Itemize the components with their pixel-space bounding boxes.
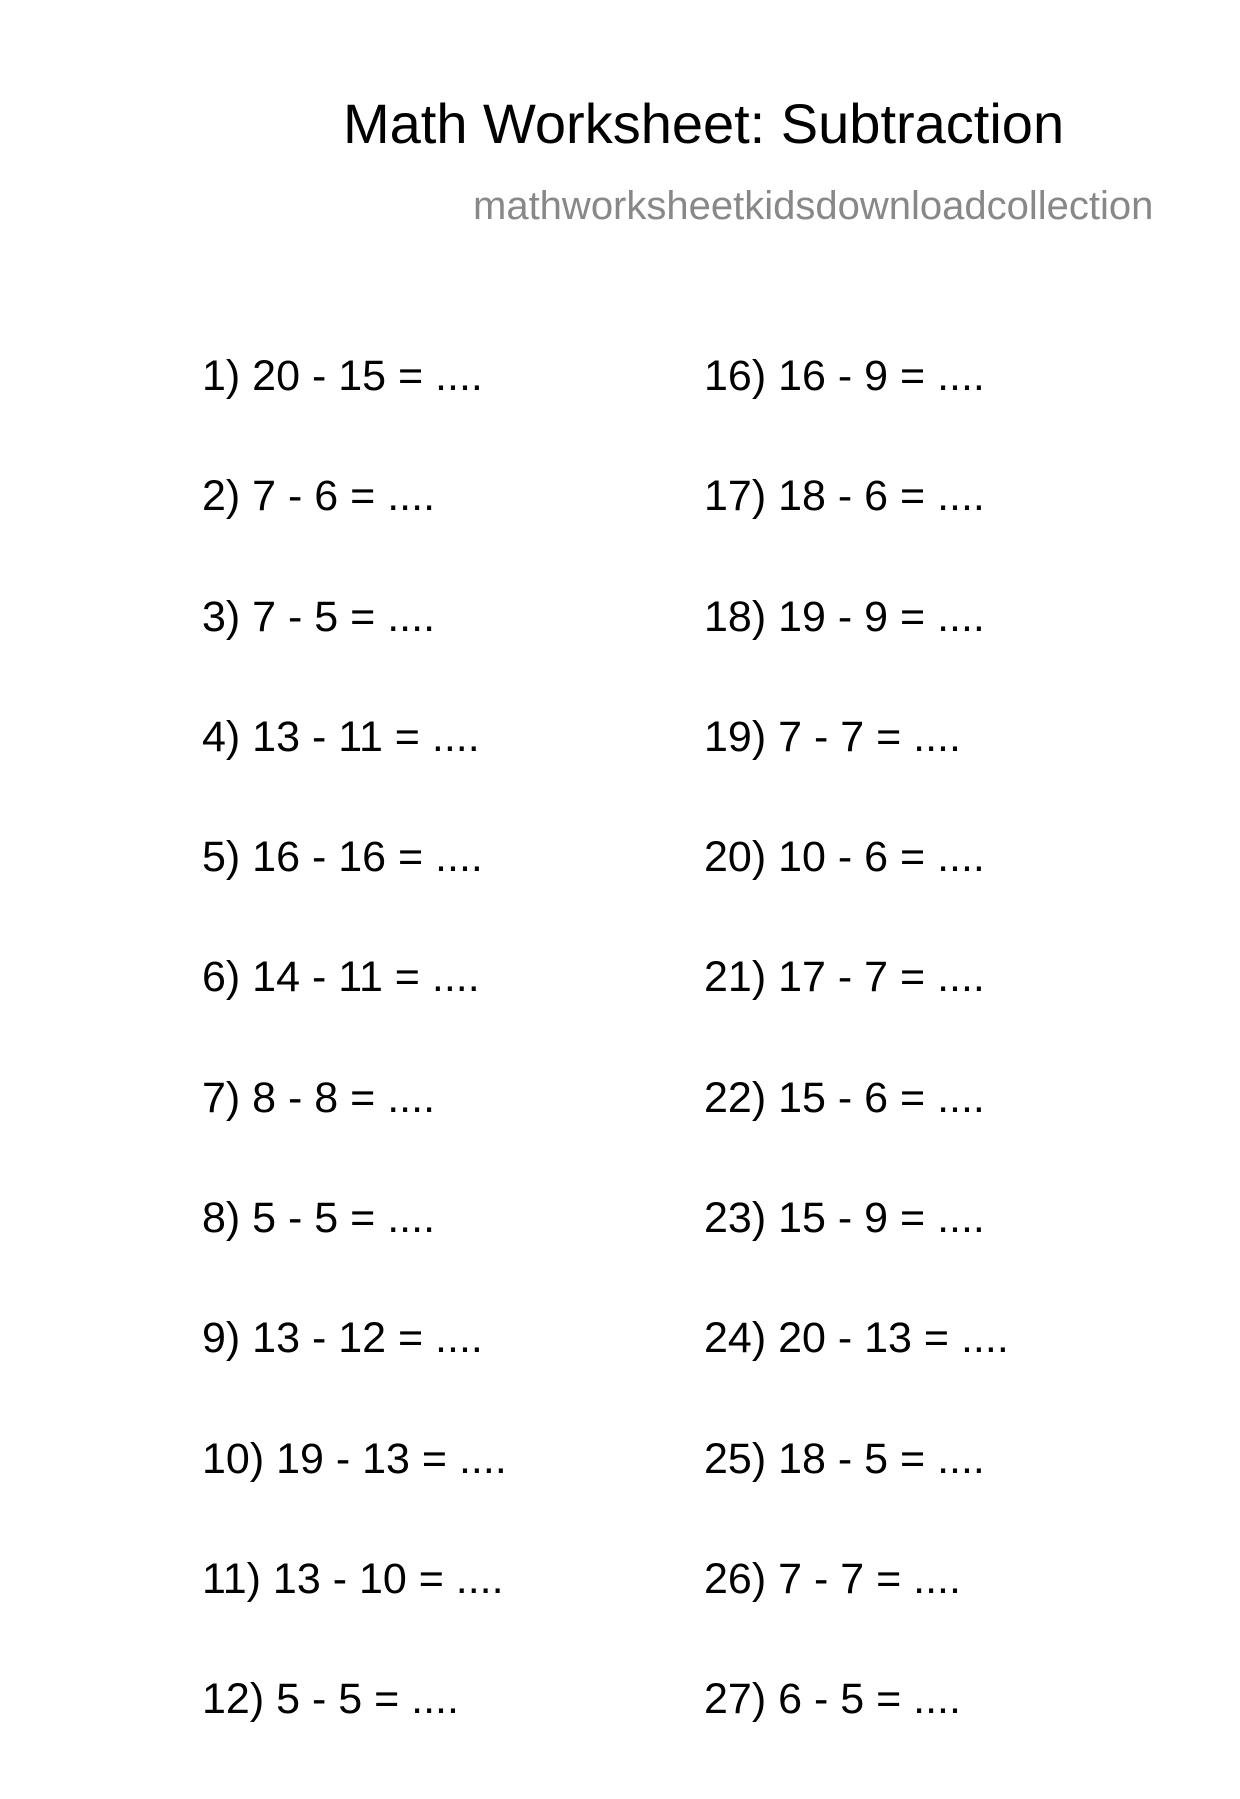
problem-item: [202, 1675, 507, 1798]
problem-item: [704, 592, 1009, 716]
problem-number: 22): [704, 1073, 767, 1122]
problem-expression: 17 - 7 = ....: [766, 953, 985, 1002]
problem-expression: 7 - 6 = ....: [240, 472, 436, 521]
problem-number: 6): [202, 953, 241, 1002]
source-text: mathworksheetkidsdownloadcollection: [473, 184, 1154, 228]
problem-expression: 15 - 9 = ....: [766, 1194, 985, 1243]
problem-number: 5): [202, 833, 241, 882]
problem-number: 19): [704, 712, 767, 761]
problem-expression: 7 - 7 = ....: [766, 712, 961, 761]
problem-expression: 16 - 9 = ....: [766, 352, 985, 400]
problem-number: 12): [202, 1675, 265, 1724]
problem-number: 9): [202, 1314, 241, 1363]
problem-item: [202, 712, 507, 836]
problem-number: 21): [704, 953, 767, 1002]
problem-number: 3): [202, 592, 241, 641]
problem-item: [704, 1314, 1009, 1437]
problem-expression: 13 - 10 = ....: [260, 1554, 504, 1603]
problem-expression: 8 - 8 = ....: [240, 1073, 436, 1122]
problem-number: 11): [202, 1554, 261, 1603]
problem-number: 8): [202, 1194, 241, 1243]
problem-item: [704, 1194, 1009, 1317]
problem-item: [704, 1554, 1009, 1678]
problem-number: 18): [704, 592, 767, 641]
problem-item: [202, 1194, 507, 1317]
problem-expression: 14 - 11 = ....: [240, 953, 480, 1002]
problem-expression: 6 - 5 = ....: [766, 1675, 961, 1724]
problem-item: [704, 352, 1009, 475]
problem-number: 1): [202, 352, 241, 400]
problem-item: [202, 1554, 507, 1678]
problem-number: 23): [704, 1194, 767, 1243]
problem-item: [704, 1675, 1009, 1798]
problem-item: [704, 712, 1009, 836]
problem-expression: 18 - 5 = ....: [766, 1434, 985, 1483]
problem-item: [202, 592, 507, 716]
problem-item: [704, 833, 1009, 956]
problem-expression: 18 - 6 = ....: [766, 472, 985, 521]
problem-number: 10): [202, 1434, 265, 1483]
problem-number: 25): [704, 1434, 767, 1483]
problem-expression: 20 - 15 = ....: [240, 352, 483, 400]
problem-number: 7): [202, 1073, 241, 1122]
problem-item: [202, 1314, 507, 1437]
problem-list-right: [704, 352, 1009, 1799]
problem-number: 2): [202, 472, 241, 521]
problem-item: [704, 1073, 1009, 1197]
problem-item: [202, 1434, 507, 1558]
problem-expression: 5 - 5 = ....: [240, 1194, 436, 1243]
problem-item: [202, 472, 507, 595]
problem-item: [704, 1434, 1009, 1558]
problem-expression: 15 - 6 = ....: [766, 1073, 985, 1122]
problem-item: [202, 352, 507, 475]
problem-number: 4): [202, 712, 241, 761]
problem-item: [202, 833, 507, 956]
problem-expression: 16 - 16 = ....: [240, 833, 483, 882]
problem-number: 16): [704, 352, 767, 400]
problem-number: 17): [704, 472, 767, 521]
problem-list-left: [202, 352, 507, 1799]
problem-item: [202, 953, 507, 1076]
problem-expression: 7 - 7 = ....: [766, 1554, 961, 1603]
problem-expression: 19 - 13 = ....: [264, 1434, 507, 1483]
problem-item: [202, 1073, 507, 1197]
problem-number: 24): [704, 1314, 767, 1363]
problem-number: 20): [704, 833, 767, 882]
problem-expression: 10 - 6 = ....: [766, 833, 985, 882]
problem-expression: 19 - 9 = ....: [766, 592, 985, 641]
problem-item: [704, 472, 1009, 595]
problem-item: [704, 953, 1009, 1076]
page-title: Math Worksheet: Subtraction: [343, 92, 1065, 155]
problem-number: 26): [704, 1554, 767, 1603]
problem-expression: 7 - 5 = ....: [240, 592, 436, 641]
problem-number: 27): [704, 1675, 767, 1724]
problem-expression: 13 - 12 = ....: [240, 1314, 483, 1363]
problem-expression: 20 - 13 = ....: [766, 1314, 1009, 1363]
problem-expression: 13 - 11 = ....: [240, 712, 480, 761]
problem-expression: 5 - 5 = ....: [264, 1675, 459, 1724]
